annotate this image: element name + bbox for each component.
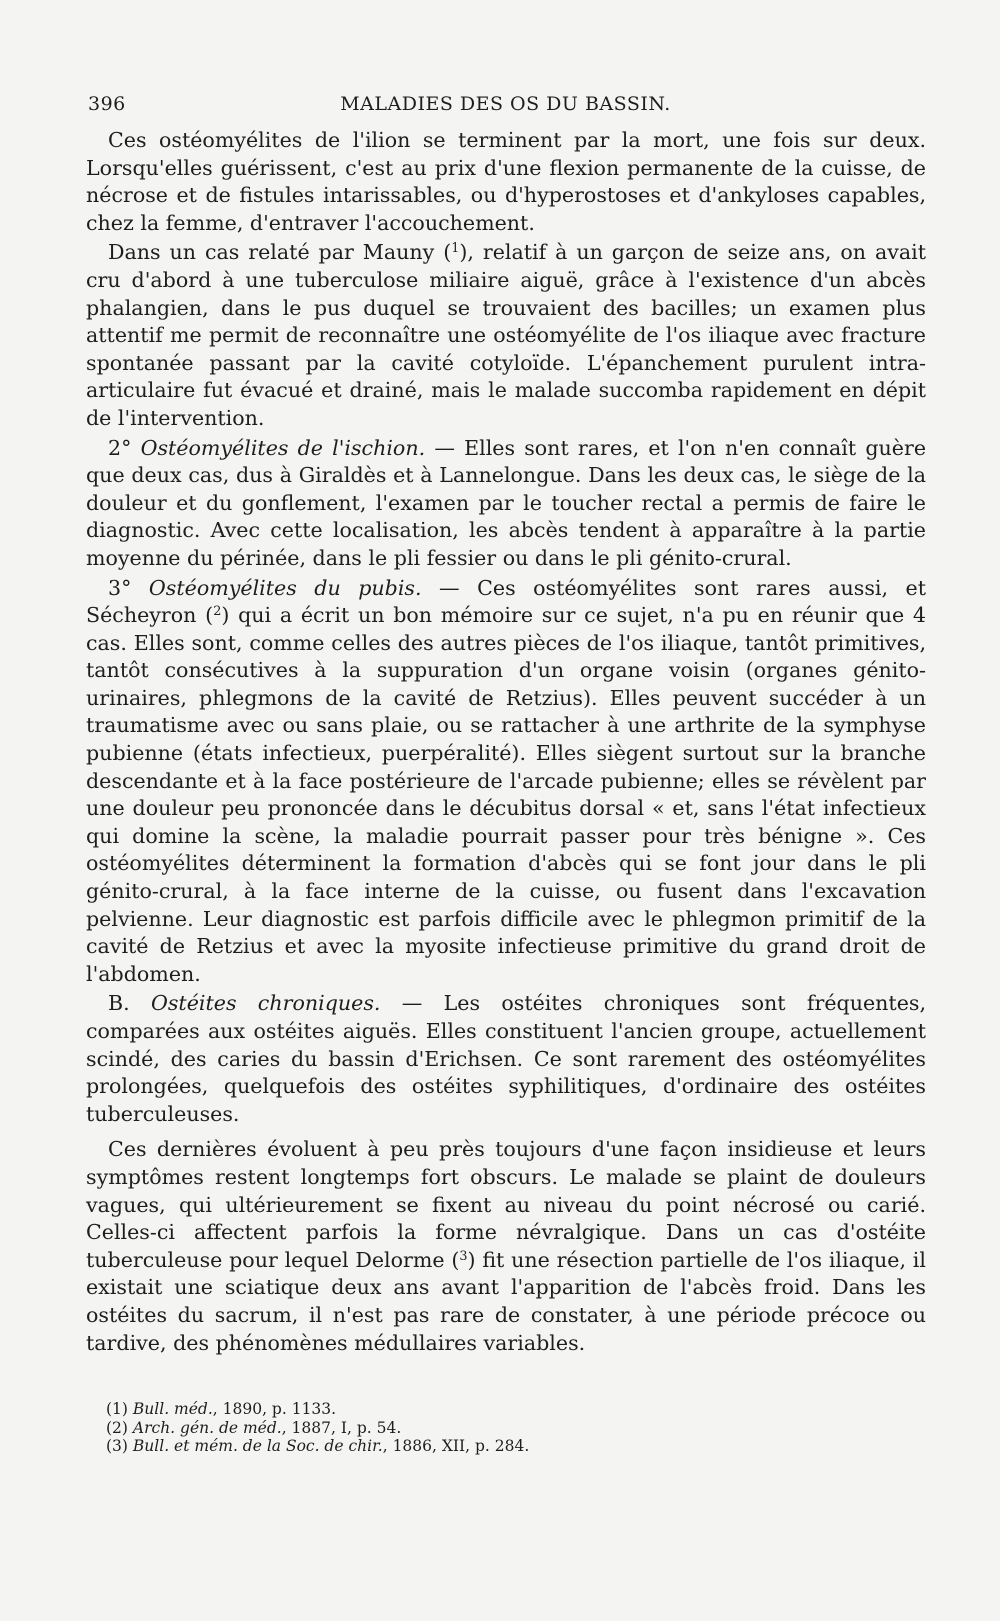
footnote-2: (2) Arch. gén. de méd., 1887, I, p. 54. (106, 1418, 402, 1437)
footnote-ref-1[interactable]: 1 (451, 241, 460, 257)
section-heading-ischion: Ostéomyélites de l'ischion. (140, 435, 426, 460)
section-heading-osteites-chroniques: Ostéites chroniques. (150, 991, 381, 1016)
running-title: MALADIES DES OS DU BASSIN. (340, 93, 671, 115)
section-heading-pubis: Ostéomyélites du pubis. (148, 575, 422, 600)
running-header (88, 93, 923, 121)
footnote-3: (3) Bull. et mém. de la Soc. de chir., 1886, XII, p. 284. (106, 1437, 530, 1455)
footnote-ref-2[interactable]: 2 (213, 604, 222, 620)
paragraph-mauny-case: Dans un cas relaté par Mauny ($^1$), relatif à un garçon de seize ans, on avait cru d'abord à une tuberculose miliaire aiguë, grâce à l'existence d'un abcès phalangien, dans le pus duquel se trouvaient des bacilles; un examen plus attentif me permit de reconnaître une ostéomyélite de l'os iliaque avec fracture spontanée passant par la cavité cotyloïde. L'épanchement purulent intra-articulaire fut évacué et drainé, mais le malade succomba rapidement en dépit de l'intervention. (86, 240, 926, 430)
footnote-ref-3[interactable]: 3 (459, 1248, 468, 1264)
paragraph-ischion: 2° Ostéomyélites de l'ischion. — Elles sont rares, et l'on n'en connaît guère que deux cas, dus à Giraldès et à Lannelongue. Dans les deux cas, le siège de la douleur et du gonflement, l'examen par le toucher rectal a permis de faire le diagnostic. Avec cette localisation, les abcès tendent à apparaître à la partie moyenne du périnée, dans le pli fessier ou dans le pli génito-crural. (86, 435, 927, 570)
page-number: 396 (88, 93, 126, 115)
paragraph-osteites-chroniques: B. Ostéites chroniques. — Les ostéites chroniques sont fréquentes, comparées aux ostéites aiguës. Elles constituent l'ancien groupe, actuellement scindé, des caries du bassin d'Erichsen. Ce sont rarement des ostéomyélites prolongées, quelquefois des ostéites syphilitiques, d'ordinaire des ostéites tuberculeuses. (86, 991, 927, 1126)
paragraph-ilion-outcome: Ces ostéomyélites de l'ilion se terminent par la mort, une fois sur deux. Lorsqu'elles guérissent, c'est au prix d'une flexion permanente de la cuisse, de nécrose et de fistules intarissables, ou d'hyperostoses et d'ankyloses capables, chez la femme, d'entraver l'accouchement. (86, 128, 926, 235)
paragraph-tuberculeuses: Ces dernières évoluent à peu près toujours d'une façon insidieuse et leurs symptômes restent longtemps fort obscurs. Le malade se plaint de douleurs vagues, qui ultérieurement se fixent au niveau du point nécrosé ou carié. Celles-ci affectent parfois la forme névralgique. Dans un cas d'ostéite tuberculeuse pour lequel Delorme ($^3$) fit une résection partielle de l'os iliaque, il existait une sciatique deux ans avant l'apparition de l'abcès froid. Dans les ostéites du sacrum, il n'est pas rare de constater, à une période précoce ou tardive, des phénomènes médullaires variables. (86, 1137, 926, 1355)
footnotes (106, 1400, 906, 1456)
footnote-1: (1) Bull. méd., 1890, p. 1133. (106, 1400, 337, 1418)
body-text (86, 127, 926, 1357)
paragraph-pubis: 3° Ostéomyélites du pubis. — Ces ostéomyélites sont rares aussi, et Sécheyron ($^2$) qui a écrit un bon mémoire sur ce sujet, n'a pu en réunir que 4 cas. Elles sont, comme celles des autres pièces de l'os iliaque, tantôt primitives, tantôt consécutives à la suppuration d'un organe voisin (organes génito-urinaires, phlegmons de la cavité de Retzius). Elles peuvent succéder à un traumatisme avec ou sans plaie, ou se rattacher à une arthrite de la symphyse pubienne (états infectieux, puerpéralité). Elles siègent surtout sur la branche descendante et à la face postérieure de l'arcade pubienne; elles se révèlent par une douleur peu prononcée dans le décubitus dorsal « et, sans l'état infectieux qui domine la scène, la maladie pourrait passer pour très bénigne ». Ces ostéomyélites déterminent la formation d'abcès qui se font jour dans le pli génito-crural, à la face interne de la cuisse, ou fusent dans l'excavation pelvienne. Leur diagnostic est parfois difficile avec le phlegmon primitif de la cavité de Retzius et avec la myosite infectieuse primitive du grand droit de l'abdomen. (86, 575, 926, 986)
